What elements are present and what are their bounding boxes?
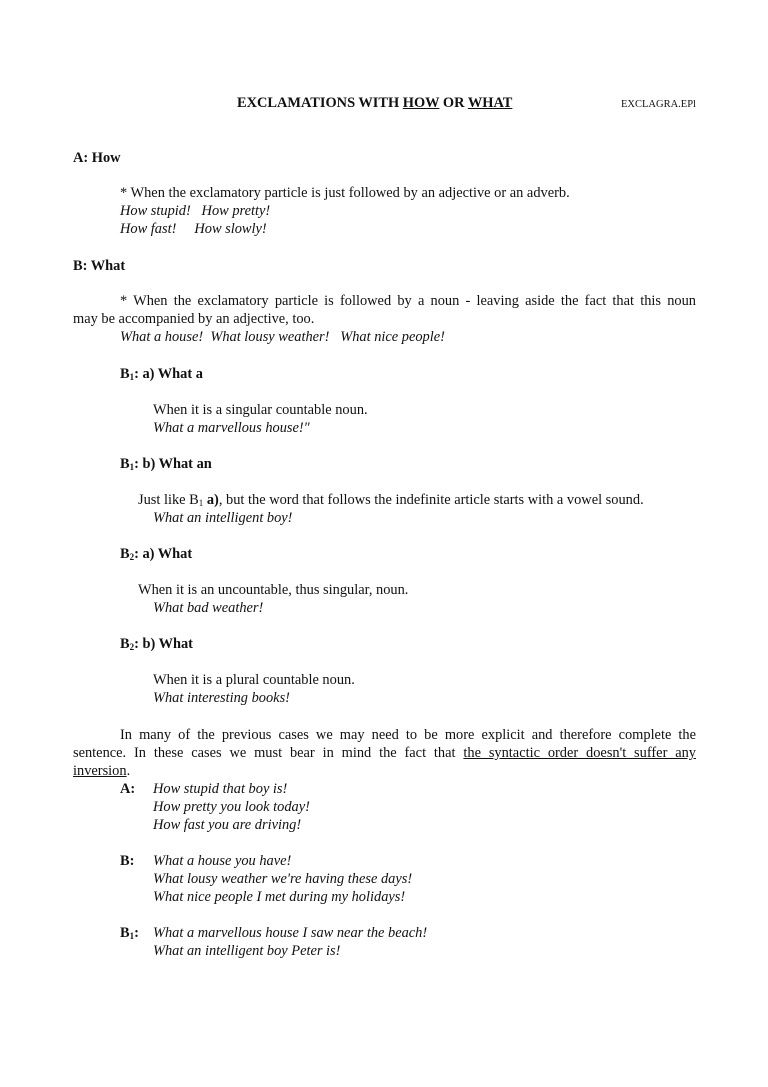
title-how: HOW (402, 95, 440, 111)
section-a-examples-1: How stupid! How pretty! (120, 203, 271, 219)
examples-a-line-2: How pretty you look today! (153, 799, 310, 815)
b1a-example: What a marvellous house!" (153, 420, 310, 436)
title-part1: EXCLAMATIONS WITH (237, 95, 403, 111)
section-b-rule-2: may be accompanied by an adjective, too. (73, 311, 315, 327)
section-b-rule-1: * When the exclamatory particle is followed by a noun - leaving aside the fact that this noun (120, 293, 696, 309)
section-b-heading: B: What (73, 258, 126, 274)
b1b-example: What an intelligent boy! (153, 510, 293, 526)
examples-b-label: B: (120, 853, 135, 869)
b1a-description: When it is a singular countable noun. (153, 402, 368, 418)
b2a-heading: $B_2$: a) What (120, 546, 193, 562)
b2b-example: What interesting books! (153, 690, 290, 706)
syntactic-order-emphasis: the syntactic order doesn't suffer any (463, 745, 696, 761)
b2a-example: What bad weather! (153, 600, 264, 616)
b2b-heading: $B_2$: b) What (120, 636, 193, 652)
b2a-description: When it is an uncountable, thus singular, noun. (138, 582, 409, 598)
section-a-heading: A: How (73, 150, 121, 166)
examples-b1-label: $B_1$: (120, 925, 139, 941)
b1a-heading: $B_1$: a) What a (120, 366, 203, 382)
examples-a-line-1: How stupid that boy is! (153, 781, 288, 797)
examples-a-line-3: How fast you are driving! (153, 817, 302, 833)
explicit-paragraph-line-2: sentence. In these cases we must bear in mind the fact that the syntactic order doesn't suffer any (73, 745, 696, 761)
explicit-paragraph-line-3: inversion. (73, 763, 131, 779)
examples-b-line-2: What lousy weather we're having these days! (153, 871, 413, 887)
title-what: WHAT (467, 95, 513, 111)
examples-a-label: A: (120, 781, 136, 797)
title-or: OR (439, 95, 468, 111)
b2b-description: When it is a plural countable noun. (153, 672, 355, 688)
b1b-heading: $B_1$: b) What an (120, 456, 212, 472)
examples-b1-line-1: What a marvellous house I saw near the beach! (153, 925, 428, 941)
document-code: EXCLAGRA.EPl (621, 99, 696, 110)
examples-b-line-1: What a house you have! (153, 853, 292, 869)
section-a-examples-2: How fast! How slowly! (120, 221, 267, 237)
explicit-paragraph-line-1: In many of the previous cases we may need to be more explicit and therefore complete the (120, 727, 696, 743)
document-title (237, 94, 512, 112)
b1b-description: Just like $B_1$ a), but the word that follows the indefinite article starts with a vowel sound. (138, 492, 644, 508)
examples-b-line-3: What nice people I met during my holidays! (153, 889, 406, 905)
section-b-examples: What a house! What lousy weather! What nice people! (120, 329, 445, 345)
section-a-rule: * When the exclamatory particle is just followed by an adjective or an adverb. (120, 185, 570, 201)
examples-b1-line-2: What an intelligent boy Peter is! (153, 943, 341, 959)
